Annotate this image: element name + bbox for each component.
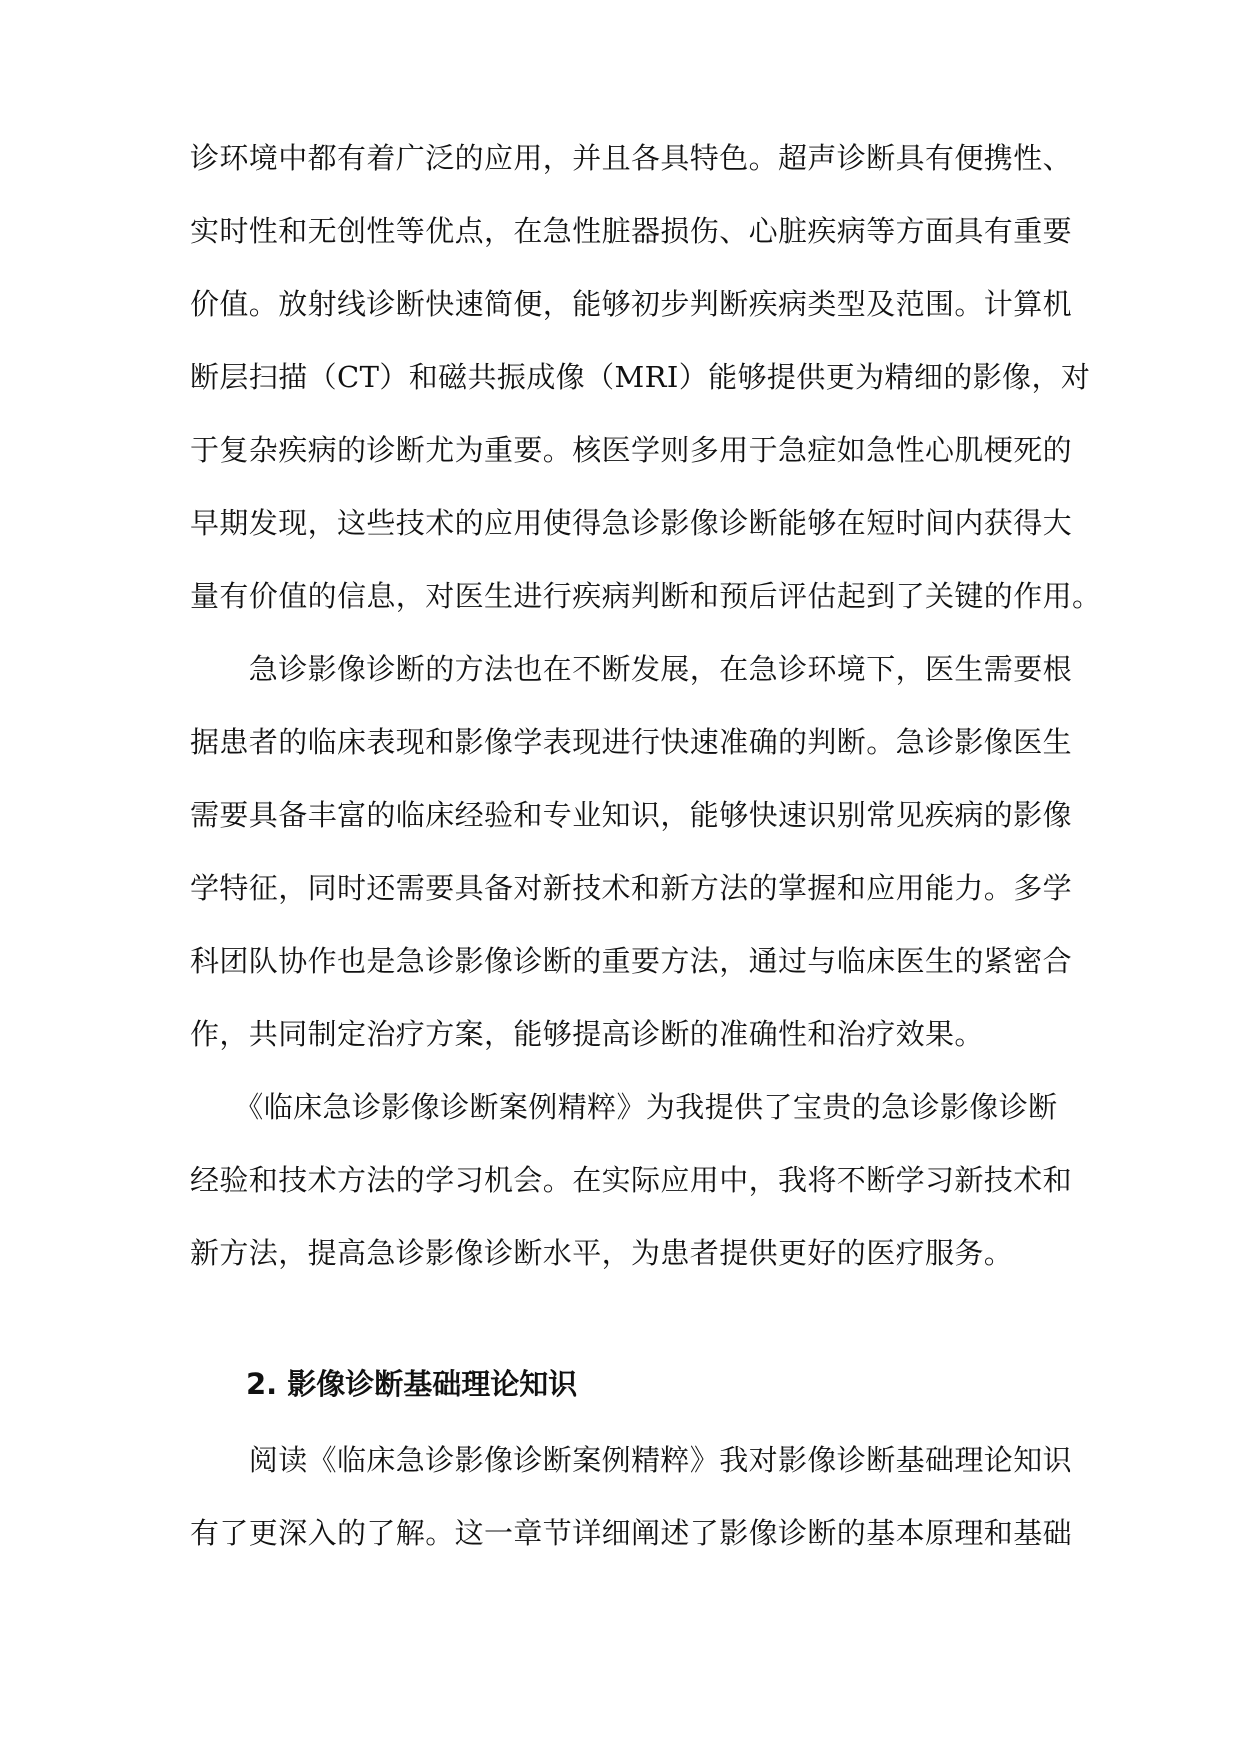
paragraph-1-line-4: 断层扫描（CT）和磁共振成像（MRI）能够提供更为精细的影像，对 bbox=[190, 360, 1091, 394]
paragraph-1-line-3: 价值。放射线诊断快速简便，能够初步判断疾病类型及范围。计算机 bbox=[190, 287, 1073, 321]
paragraph-1-line-2: 实时性和无创性等优点，在急性脏器损伤、心脏疾病等方面具有重要 bbox=[190, 214, 1073, 248]
paragraph-2-line-5: 科团队协作也是急诊影像诊断的重要方法，通过与临床医生的紧密合 bbox=[190, 944, 1073, 978]
paragraph-3-line-3: 新方法，提高急诊影像诊断水平，为患者提供更好的医疗服务。 bbox=[190, 1236, 1014, 1270]
paragraph-2-line-4: 学特征，同时还需要具备对新技术和新方法的掌握和应用能力。多学 bbox=[190, 871, 1073, 905]
paragraph-1-line-5: 于复杂疾病的诊断尤为重要。核医学则多用于急症如急性心肌梗死的 bbox=[190, 433, 1073, 467]
paragraph-3-line-1: 《临床急诊影像诊断案例精粹》为我提供了宝贵的急诊影像诊断 bbox=[190, 1090, 1058, 1124]
section-paragraph-line-2: 有了更深入的了解。这一章节详细阐述了影像诊断的基本原理和基础 bbox=[190, 1516, 1073, 1550]
paragraph-1-line-6: 早期发现，这些技术的应用使得急诊影像诊断能够在短时间内获得大 bbox=[190, 506, 1073, 540]
paragraph-3-line-2: 经验和技术方法的学习机会。在实际应用中，我将不断学习新技术和 bbox=[190, 1163, 1073, 1197]
paragraph-2-line-6: 作，共同制定治疗方案，能够提高诊断的准确性和治疗效果。 bbox=[190, 1017, 984, 1051]
paragraph-1-line-1: 诊环境中都有着广泛的应用，并且各具特色。超声诊断具有便携性、 bbox=[190, 141, 1073, 175]
section-heading: 2. 影像诊断基础理论知识 bbox=[246, 1367, 578, 1401]
paragraph-1-line-7: 量有价值的信息，对医生进行疾病判断和预后评估起到了关键的作用。 bbox=[190, 579, 1102, 613]
paragraph-2-line-3: 需要具备丰富的临床经验和专业知识，能够快速识别常见疾病的影像 bbox=[190, 798, 1073, 832]
section-paragraph-line-1: 阅读《临床急诊影像诊断案例精粹》我对影像诊断基础理论知识 bbox=[190, 1443, 1073, 1477]
paragraph-2-line-1: 急诊影像诊断的方法也在不断发展，在急诊环境下，医生需要根 bbox=[190, 652, 1073, 686]
paragraph-2-line-2: 据患者的临床表现和影像学表现进行快速准确的判断。急诊影像医生 bbox=[190, 725, 1073, 759]
